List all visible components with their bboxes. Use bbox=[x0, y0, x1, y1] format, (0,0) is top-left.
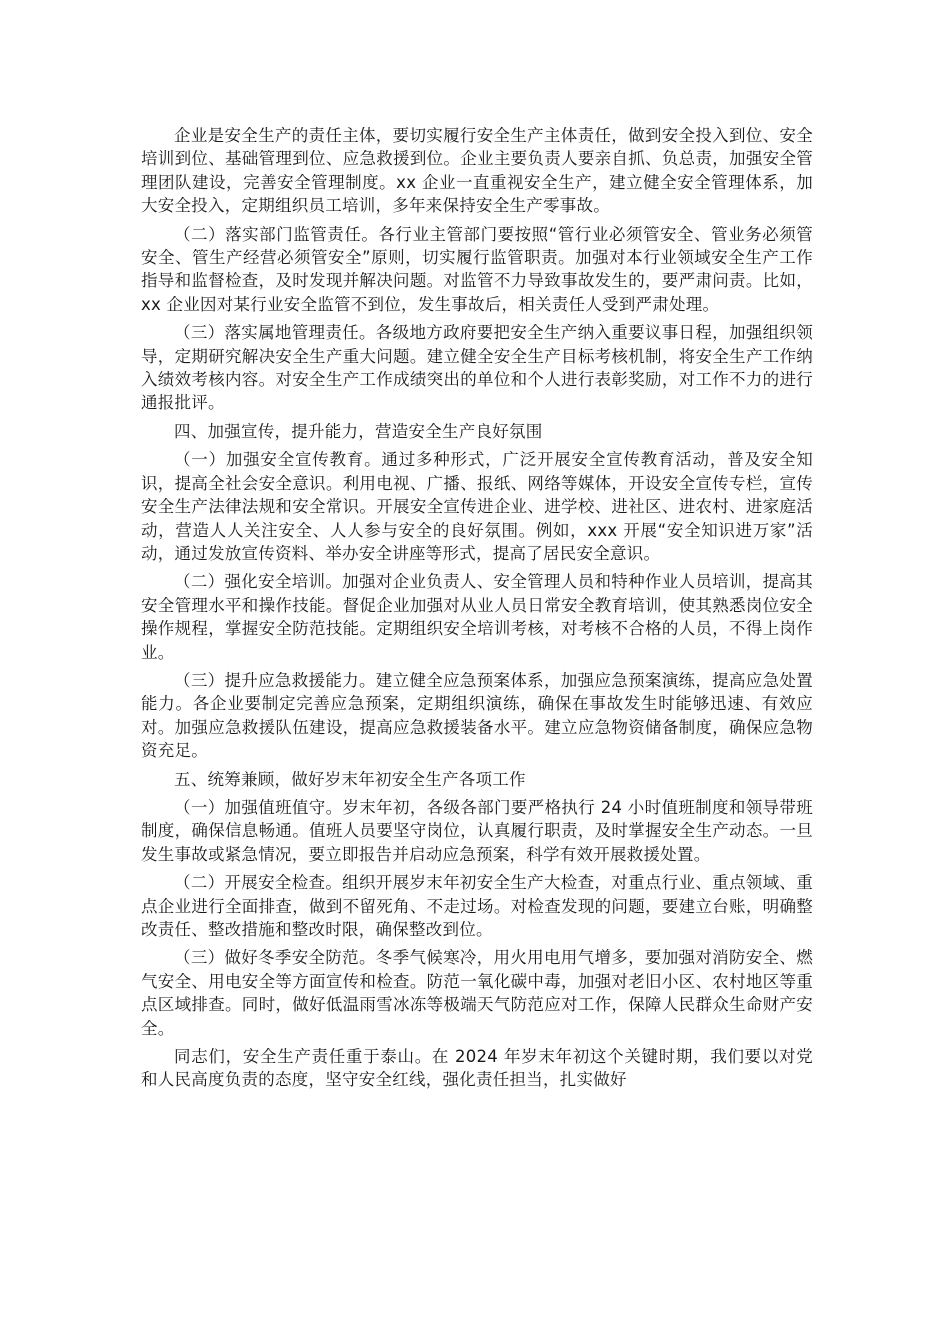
paragraph-safety-education: （一）加强安全宣传教育。通过多种形式，广泛开展安全宣传教育活动，普及安全知识，提高全社会安全意识。利用电视、广播、报纸、网络等媒体，开设安全宣传专栏，宣传安全生产法律法规和安全常识。开展安全宣传进企业、进学校、进社区、进农村、进家庭活动，营造人人关注安全、人人参与安全的良好氛围。例如，xxx 开展“安全知识进万家”活动，通过发放宣传资料、举办安全讲座等形式，提高了居民安全意识。 bbox=[141, 450, 813, 563]
paragraph-safety-training: （二）强化安全培训。加强对企业负责人、安全管理人员和特种作业人员培训，提高其安全管理水平和操作技能。督促企业加强对从业人员日常安全教育培训，使其熟悉岗位安全操作规程，掌握安全防范技能。定期组织安全培训考核，对考核不合格的人员，不得上岗作业。 bbox=[141, 572, 813, 662]
document-body bbox=[141, 124, 813, 1092]
paragraph-closing-remarks: 同志们，安全生产责任重于泰山。在 2024 年岁末年初这个关键时期，我们要以对党和人民高度负责的态度，坚守安全红线，强化责任担当，扎实做好 bbox=[141, 1047, 813, 1090]
section-heading-publicity: 四、加强宣传，提升能力，营造安全生产良好氛围 bbox=[174, 421, 543, 441]
paragraph-enterprise-responsibility: 企业是安全生产的责任主体，要切实履行安全生产主体责任，做到安全投入到位、安全培训到位、基础管理到位、应急救援到位。企业主要负责人要亲自抓、负总责，加强安全管理团队建设，完善安全管理制度。xx 企业一直重视安全生产，建立健全安全管理体系，加大安全投入，定期组织员工培训，多年来保持安全生产零事故。 bbox=[141, 126, 813, 216]
section-heading-year-end-work: 五、统筹兼顾，做好岁末年初安全生产各项工作 bbox=[174, 769, 526, 789]
paragraph-duty-watch: （一）加强值班值守。岁末年初，各级各部门要严格执行 24 小时值班制度和领导带班制度，确保信息畅通。值班人员要坚守岗位，认真履行职责，及时掌握安全生产动态。一旦发生事故或紧急情况，要立即报告并启动应急预案，科学有效开展救援处置。 bbox=[141, 797, 813, 864]
paragraph-safety-inspection: （二）开展安全检查。组织开展岁末年初安全生产大检查，对重点行业、重点领域、重点企业进行全面排查，做到不留死角、不走过场。对检查发现的问题，要建立台账，明确整改责任、整改措施和整改时限，确保整改到位。 bbox=[141, 873, 813, 939]
paragraph-emergency-rescue: （三）提升应急救援能力。建立健全应急预案体系，加强应急预案演练，提高应急处置能力。各企业要制定完善应急预案，定期组织演练，确保在事故发生时能够迅速、有效应对。加强应急救援队伍建设，提高应急救援装备水平。建立应急物资储备制度，确保应急物资充足。 bbox=[141, 670, 813, 761]
paragraph-territorial-management: （三）落实属地管理责任。各级地方政府要把安全生产纳入重要议事日程，加强组织领导，定期研究解决安全生产重大问题。建立健全安全生产目标考核机制，将安全生产工作纳入绩效考核内容。对安全生产工作成绩突出的单位和个人进行表彰奖励，对工作不力的进行通报批评。 bbox=[141, 323, 813, 413]
paragraph-winter-prevention: （三）做好冬季安全防范。冬季气候寒冷，用火用电用气增多，要加强对消防安全、燃气安全、用电安全等方面宣传和检查。防范一氧化碳中毒，加强对老旧小区、农村地区等重点区域排查。同时，做好低温雨雪冰冻等极端天气防范应对工作，保障人民群众生命财产安全。 bbox=[141, 948, 813, 1038]
paragraph-department-supervision: （二）落实部门监管责任。各行业主管部门要按照“管行业必须管安全、管业务必须管安全、管生产经营必须管安全”原则，切实履行监管职责。加强对本行业领域安全生产工作指导和监督检查，及时发现并解决问题。对监管不力导致事故发生的，要严肃问责。比如，xx 企业因对某行业安全监管不到位，发生事故后，相关责任人受到严肃处理。 bbox=[141, 224, 813, 314]
